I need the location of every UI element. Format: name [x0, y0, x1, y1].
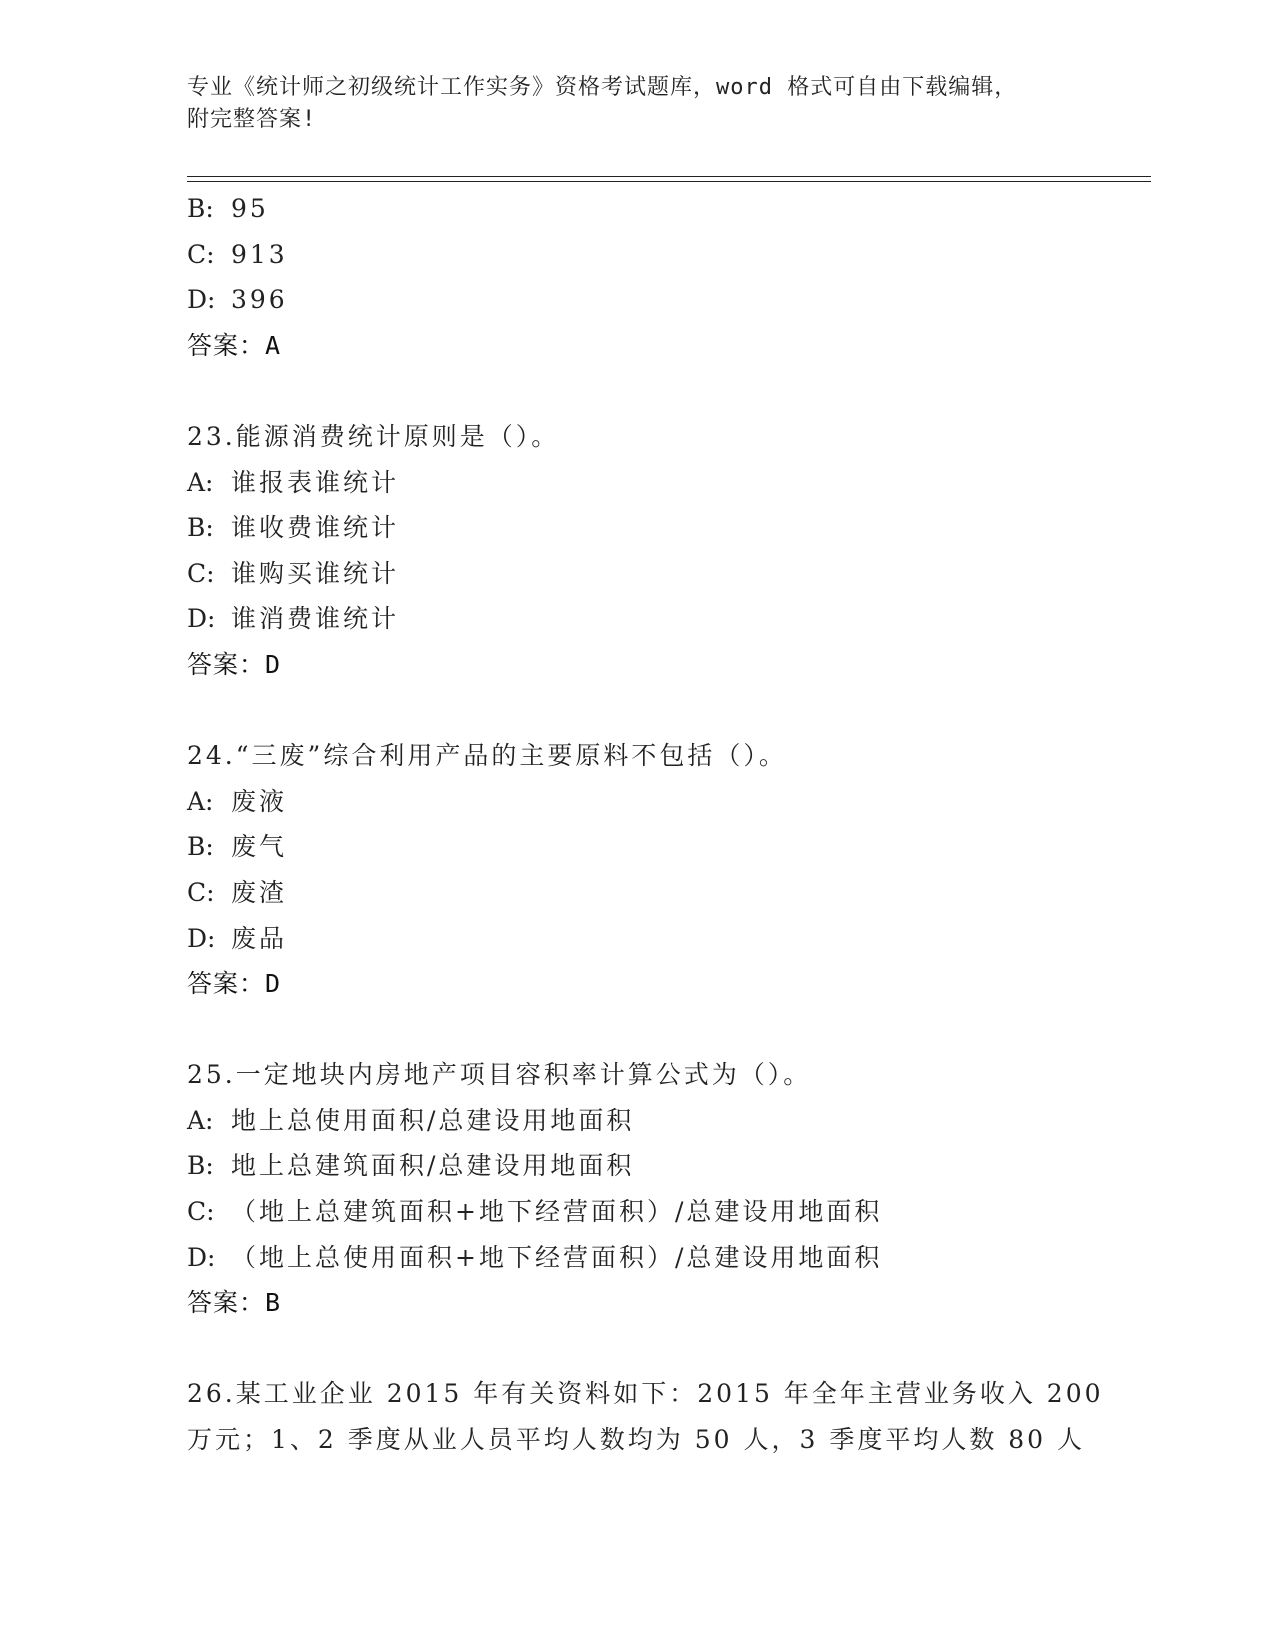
- document-header: [187, 72, 1087, 136]
- option-key: C:: [187, 239, 215, 269]
- question-text: 25.一定地块内房地产项目容积率计算公式为（）。: [187, 1060, 812, 1090]
- spacer: [187, 1326, 1087, 1372]
- question-26: [187, 1371, 1104, 1462]
- answer-label: 答案：: [187, 969, 266, 999]
- answer-line: [187, 961, 1087, 1007]
- question-25: [187, 1052, 1087, 1326]
- option-c: [187, 232, 1087, 278]
- answer-value: D: [265, 649, 282, 679]
- option-a: [187, 1098, 1087, 1144]
- option-key: A:: [187, 1105, 214, 1135]
- option-key: D:: [187, 285, 216, 315]
- option-text: 谁购买谁统计: [231, 558, 400, 588]
- option-key: D:: [187, 604, 216, 634]
- option-text: 废液: [231, 786, 288, 816]
- question-24: [187, 733, 1087, 1007]
- option-text: 396: [231, 285, 288, 315]
- spacer: [187, 368, 1087, 414]
- option-b: [187, 824, 1087, 870]
- option-text: 谁收费谁统计: [231, 513, 400, 543]
- option-text: 913: [231, 239, 288, 269]
- question-23: [187, 414, 1087, 688]
- spacer: [187, 1007, 1087, 1053]
- option-key: B:: [187, 513, 214, 543]
- option-d: [187, 1235, 1087, 1281]
- option-a: [187, 779, 1087, 825]
- option-a: [187, 460, 1087, 506]
- option-key: C:: [187, 1197, 215, 1227]
- header-divider-top: [187, 176, 1151, 177]
- question-text: 24.“三废”综合利用产品的主要原料不包括（）。: [187, 741, 787, 771]
- option-key: C:: [187, 558, 215, 588]
- option-c: [187, 870, 1087, 916]
- answer-label: 答案：: [187, 1288, 266, 1318]
- option-c: [187, 1189, 1087, 1235]
- option-text: （地上总使用面积+地下经营面积）/总建设用地面积: [231, 1242, 883, 1272]
- option-text: 废气: [231, 832, 288, 862]
- question-list: [187, 186, 1104, 1463]
- option-text: 地上总建筑面积/总建设用地面积: [231, 1151, 635, 1181]
- option-b: [187, 505, 1087, 551]
- option-d: [187, 596, 1087, 642]
- header-line-2: 附完整答案!: [187, 107, 317, 132]
- option-key: A:: [187, 467, 214, 497]
- question-22: [187, 186, 1087, 368]
- option-key: D:: [187, 1242, 216, 1272]
- option-text: 谁消费谁统计: [231, 604, 400, 634]
- spacer: [187, 688, 1087, 734]
- option-d: [187, 277, 1087, 323]
- answer-line: [187, 1280, 1087, 1326]
- question-text-line-2: 万元；1、2 季度从业人员平均人数均为 50 人，3 季度平均人数 80 人: [187, 1425, 1086, 1455]
- answer-line: [187, 323, 1087, 369]
- option-c: [187, 551, 1087, 597]
- option-b: [187, 1143, 1087, 1189]
- answer-label: 答案：: [187, 330, 266, 360]
- header-divider-bottom: [187, 181, 1151, 182]
- option-key: A:: [187, 786, 214, 816]
- header-line-1: 专业《统计师之初级统计工作实务》资格考试题库，word 格式可自由下载编辑，: [187, 75, 1018, 100]
- option-text: 谁报表谁统计: [231, 467, 400, 497]
- question-text-line-1: 26.某工业企业 2015 年有关资料如下：2015 年全年主营业务收入 200: [187, 1379, 1104, 1409]
- answer-value: A: [265, 330, 282, 360]
- option-text: 废品: [231, 923, 288, 953]
- option-key: B:: [187, 1151, 214, 1181]
- option-key: C:: [187, 877, 215, 907]
- option-text: （地上总建筑面积+地下经营面积）/总建设用地面积: [231, 1197, 883, 1227]
- answer-value: D: [265, 969, 282, 999]
- option-b: [187, 186, 1087, 232]
- option-key: B:: [187, 832, 214, 862]
- answer-value: B: [265, 1288, 282, 1318]
- answer-label: 答案：: [187, 649, 266, 679]
- option-key: D:: [187, 923, 216, 953]
- question-text: 23.能源消费统计原则是（）。: [187, 421, 560, 451]
- option-text: 废渣: [231, 877, 288, 907]
- option-text: 地上总使用面积/总建设用地面积: [231, 1105, 635, 1135]
- option-text: 95: [231, 194, 269, 223]
- option-d: [187, 916, 1087, 962]
- option-key: B:: [187, 194, 214, 223]
- answer-line: [187, 642, 1087, 688]
